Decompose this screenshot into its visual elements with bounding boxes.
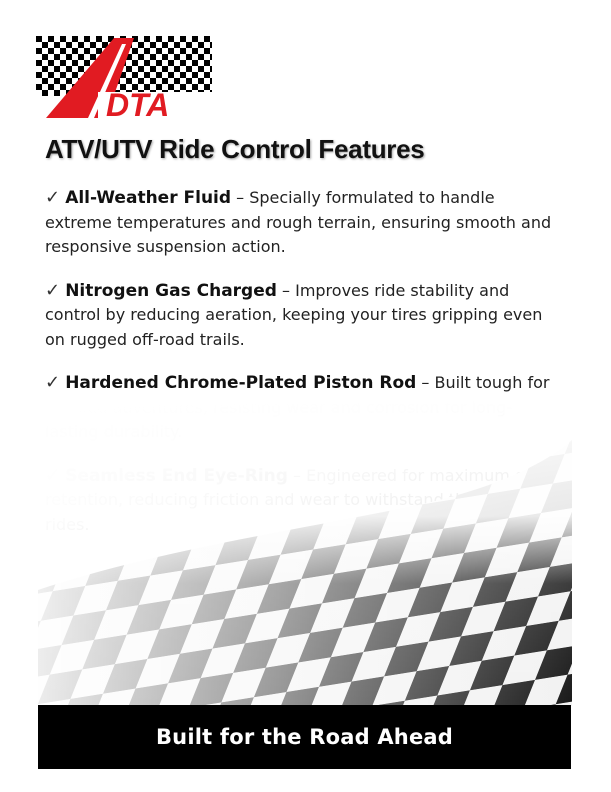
feature-description: – Built tough for — [421, 373, 550, 392]
checkered-flag-background — [38, 400, 572, 706]
checkmark-icon: ✓ — [45, 372, 61, 393]
feature-description: – Specially formulated to handle extreme temperatures and rough terrain, ensuring smooth and responsive suspension action. — [45, 188, 552, 256]
feature-name: Nitrogen Gas Charged — [65, 280, 277, 301]
page-title: ATV/UTV Ride Control Features — [45, 134, 425, 164]
logo-text: DTA — [106, 87, 170, 118]
feature-item — [45, 186, 565, 260]
feature-name: All-Weather Fluid — [65, 188, 232, 208]
feature-item — [45, 279, 565, 353]
checkmark-icon: ✓ — [45, 187, 61, 208]
footer-banner — [38, 705, 571, 769]
footer-tagline: Built for the Road Ahead — [155, 725, 454, 749]
feature-name: Hardened Chrome-Plated Piston Rod — [65, 373, 417, 393]
feature-description: – Improves ride stability and control by reducing aeration, keeping your tires gripping even on rugged off-road trails. — [45, 280, 543, 349]
checkmark-icon: ✓ — [45, 279, 61, 301]
brand-logo — [36, 36, 212, 118]
